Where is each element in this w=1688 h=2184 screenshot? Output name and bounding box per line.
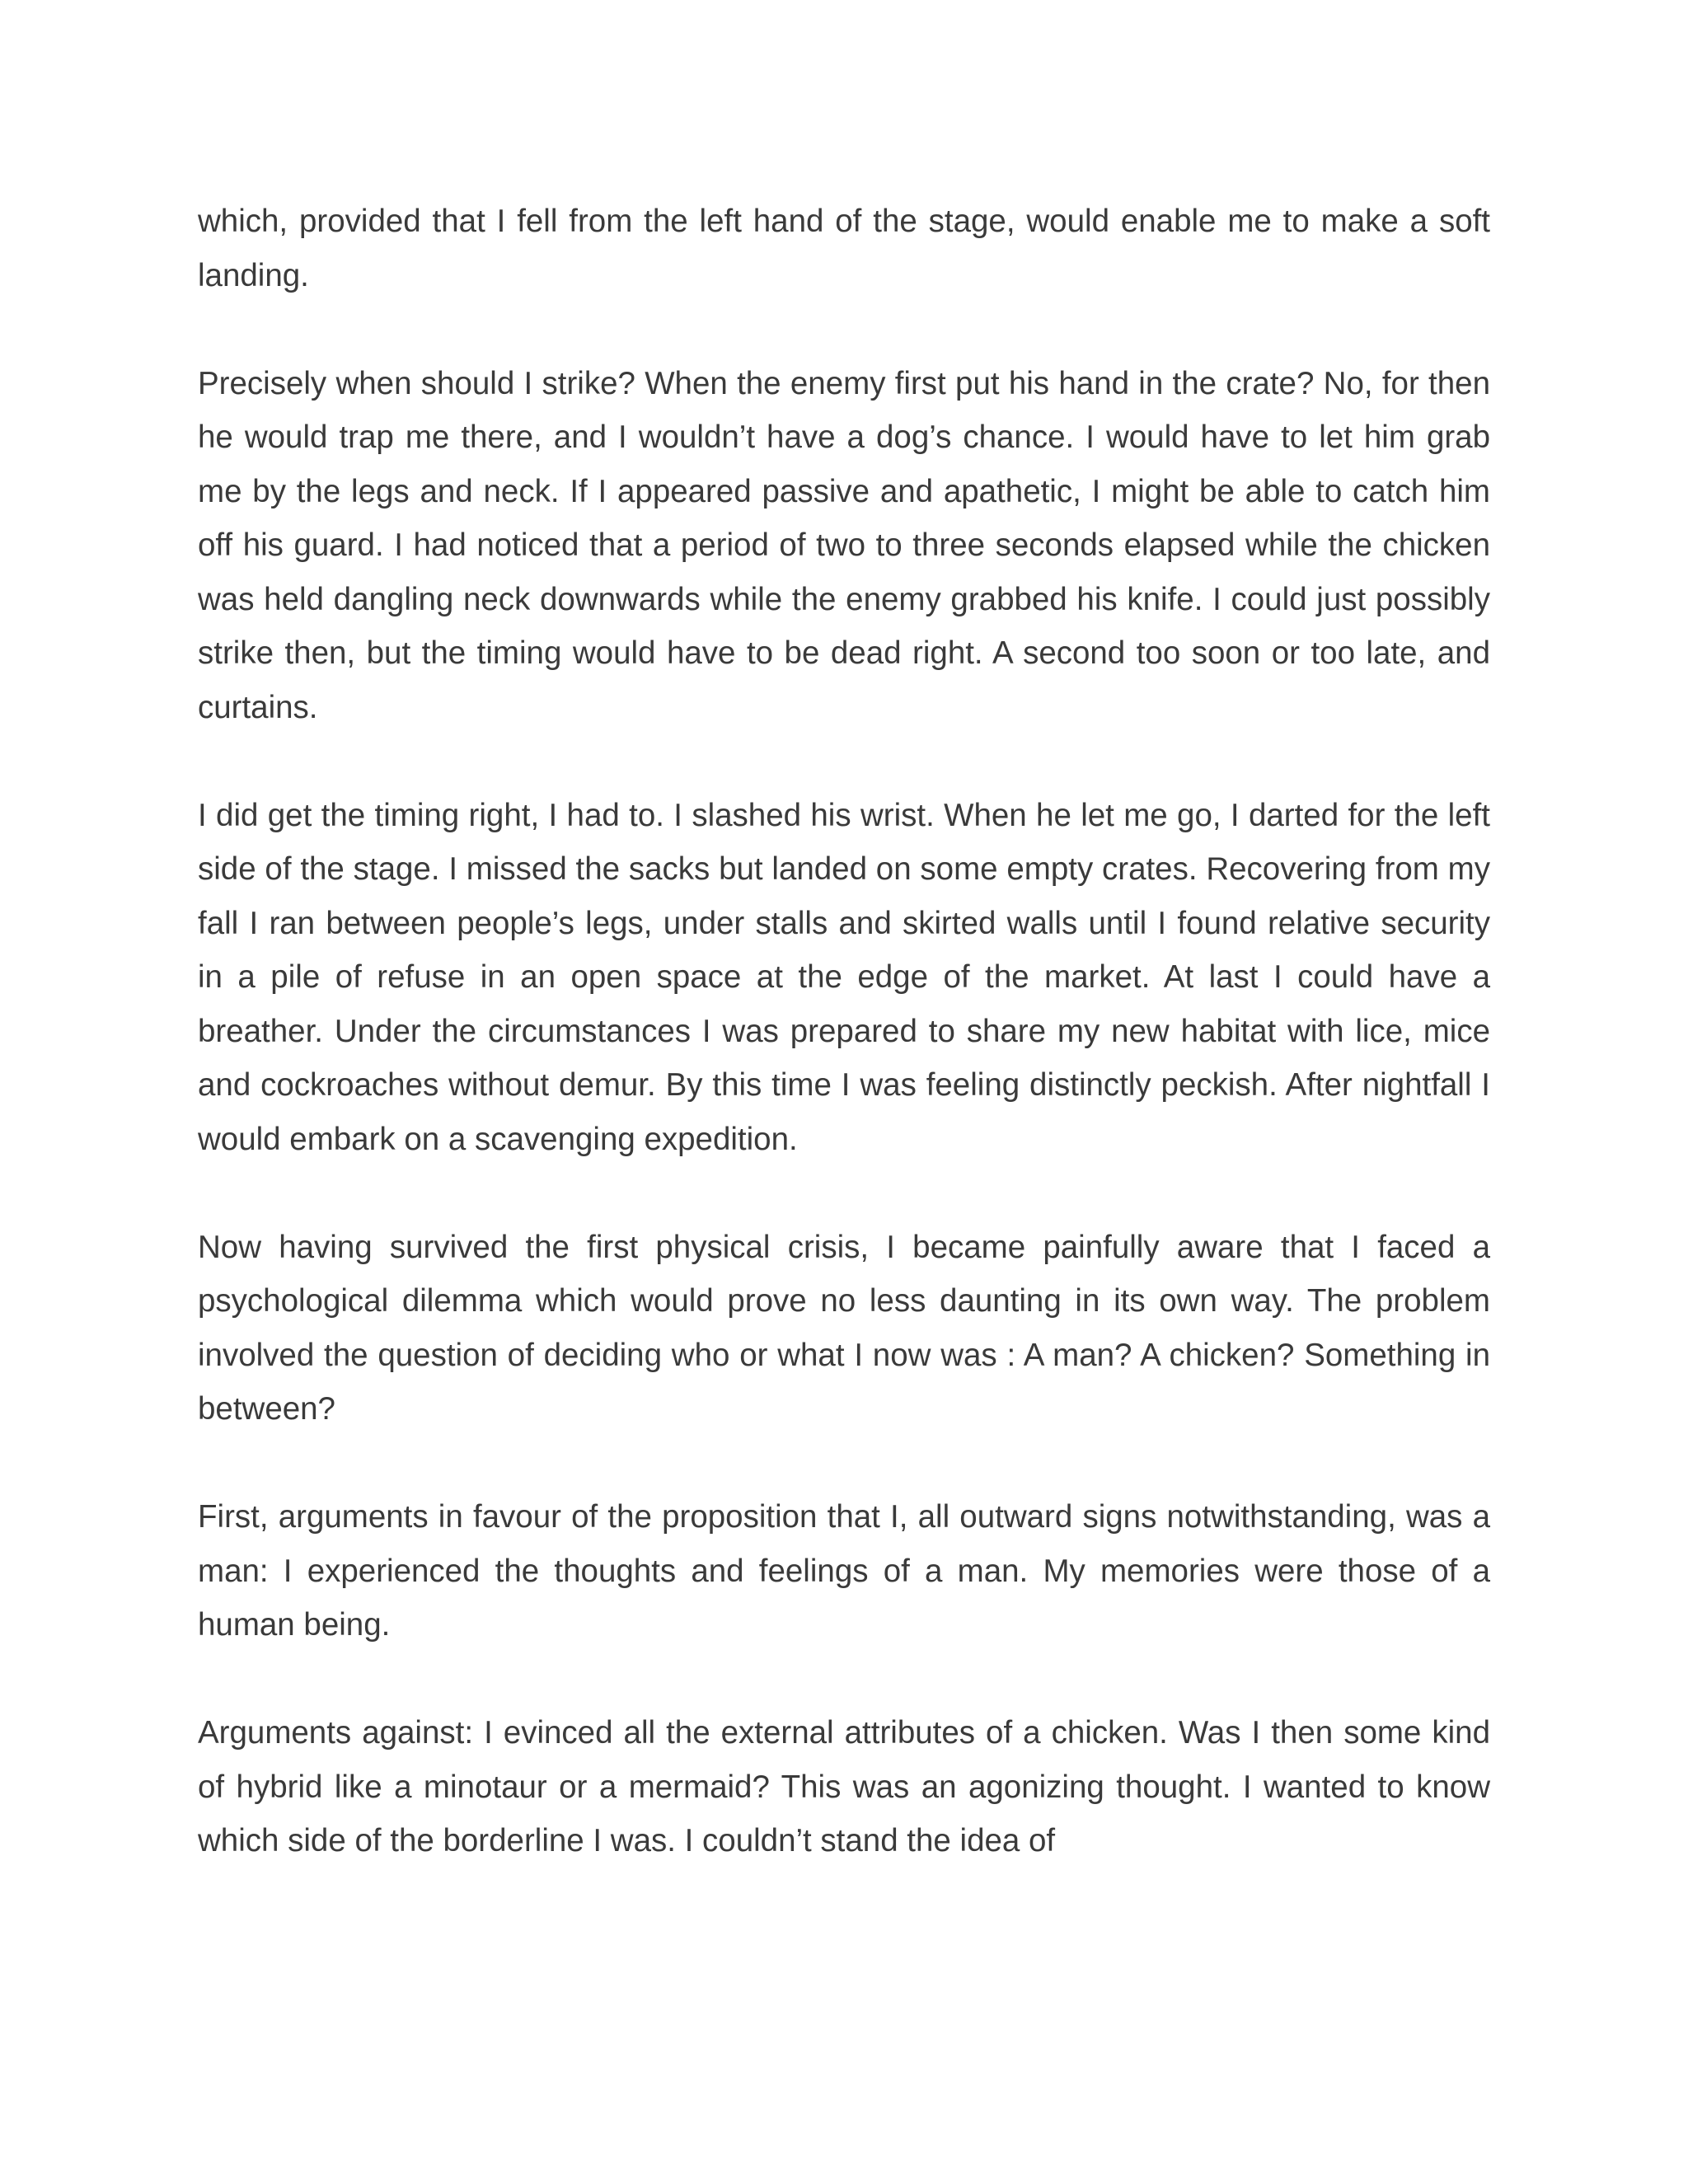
paragraph: I did get the timing right, I had to. I slashed his wrist. When he let me go, I darted for the left side of the stage. I missed the sacks but landed on some empty crates. Recovering from my fall I ran between people’s legs, under stalls and skirted walls until I found relative security in a pile of refuse in an open space at the edge of the market. At last I could have a breather. Under the circumstances I was prepared to share my new habitat with lice, mice and cockroaches without demur. By this time I was feeling distinctly peckish. After nightfall I would embark on a scavenging expedition.	[198, 797, 1490, 1157]
paragraph: Arguments against: I evinced all the external attributes of a chicken. Was I then some kind of hybrid like a minotaur or a mermaid? This was an agonizing thought. I wanted to know which side of the borderline I was. I couldn’t stand the idea of	[198, 1715, 1490, 1858]
paragraph: Precisely when should I strike? When the enemy first put his hand in the crate? No, for then he would trap me there, and I wouldn’t have a dog’s chance. I would have to let him grab me by the legs and neck. If I appeared passive and apathetic, I might be able to catch him off his guard. I had noticed that a period of two to three seconds elapsed while the chicken was held dangling neck downwards while the enemy grabbed his knife. I could just possibly strike then, but the timing would have to be dead right. A second too soon or too late, and curtains.	[198, 365, 1490, 725]
paragraph: First, arguments in favour of the proposition that I, all outward signs notwithstanding, was a man: I experienced the thoughts and feelings of a man. My memories were those of a human being.	[198, 1499, 1490, 1643]
paragraph: which, provided that I fell from the left hand of the stage, would enable me to make a soft landing.	[198, 204, 1490, 293]
body-text	[198, 194, 1490, 1868]
paragraph: Now having survived the first physical crisis, I became painfully aware that I faced a psychological dilemma which would prove no less daunting in its own way. The problem involved the question of deciding who or what I now was : A man? A chicken? Something in between?	[198, 1229, 1490, 1427]
